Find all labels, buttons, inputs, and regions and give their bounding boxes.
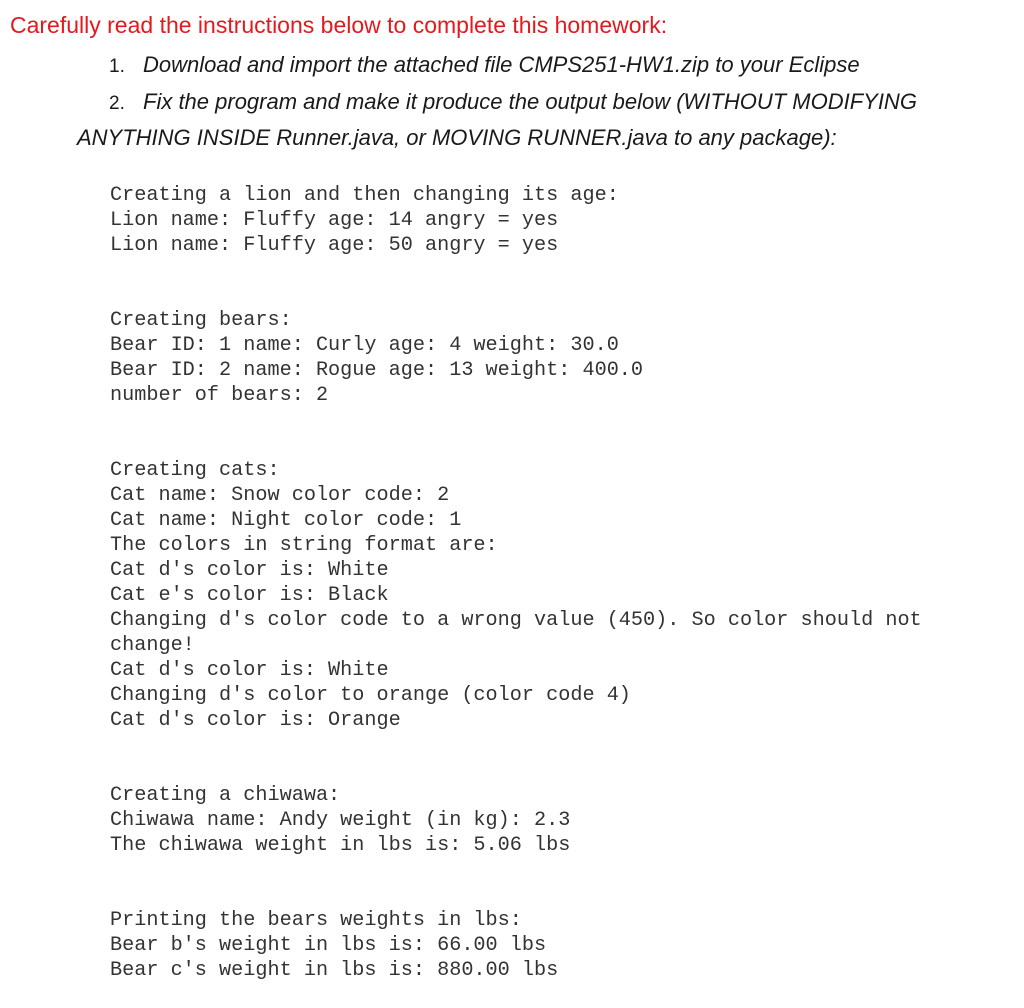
output-line: The chiwawa weight in lbs is: 5.06 lbs (110, 834, 571, 857)
output-line: Creating a chiwawa: (110, 784, 341, 807)
output-line: Bear ID: 1 name: Curly age: 4 weight: 30.0 (110, 334, 619, 357)
output-block-bear-weights (110, 908, 922, 983)
output-line: Printing the bears weights in lbs: (110, 909, 522, 932)
output-line: Lion name: Fluffy age: 50 angry = yes (110, 234, 559, 257)
output-line: Changing d's color to orange (color code 4) (110, 684, 631, 707)
output-line: Cat name: Night color code: 1 (110, 509, 462, 532)
output-line: Cat d's color is: White (110, 559, 389, 582)
instruction-2-text: Fix the program and make it produce the output below (WITHOUT MODIFYING (143, 89, 917, 114)
output-line: change! (110, 634, 195, 657)
output-line: The colors in string format are: (110, 534, 498, 557)
instruction-2-continuation: ANYTHING INSIDE Runner.java, or MOVING RUNNER.java to any package): (77, 125, 837, 150)
output-line: Bear c's weight in lbs is: 880.00 lbs (110, 959, 559, 982)
output-line: Creating a lion and then changing its age: (110, 184, 619, 207)
instruction-1 (109, 52, 860, 78)
output-block-bears (110, 308, 922, 408)
output-line: number of bears: 2 (110, 384, 329, 407)
output-line: Chiwawa name: Andy weight (in kg): 2.3 (110, 809, 571, 832)
output-line: Changing d's color code to a wrong value (450). So color should not (110, 609, 922, 632)
output-block-chiwawa (110, 783, 922, 858)
homework-heading: Carefully read the instructions below to complete this homework: (10, 12, 668, 38)
output-line: Lion name: Fluffy age: 14 angry = yes (110, 209, 559, 232)
instruction-1-text: Download and import the attached file CMPS251-HW1.zip to your Eclipse (143, 52, 860, 77)
output-line: Cat name: Snow color code: 2 (110, 484, 450, 507)
instruction-2-number: 2. (109, 93, 125, 114)
block-spacer (110, 408, 922, 458)
block-spacer (110, 733, 922, 783)
output-line: Bear b's weight in lbs is: 66.00 lbs (110, 934, 547, 957)
output-block-cats (110, 458, 922, 733)
program-output (110, 183, 922, 983)
block-spacer (110, 258, 922, 308)
block-spacer (110, 858, 922, 908)
output-line: Cat d's color is: Orange (110, 709, 401, 732)
instruction-1-number: 1. (109, 56, 125, 77)
output-line: Bear ID: 2 name: Rogue age: 13 weight: 400.0 (110, 359, 644, 382)
output-block-lion (110, 183, 922, 258)
output-line: Cat e's color is: Black (110, 584, 389, 607)
output-line: Creating bears: (110, 309, 292, 332)
output-line: Creating cats: (110, 459, 280, 482)
output-line: Cat d's color is: White (110, 659, 389, 682)
instruction-2 (109, 89, 1005, 115)
